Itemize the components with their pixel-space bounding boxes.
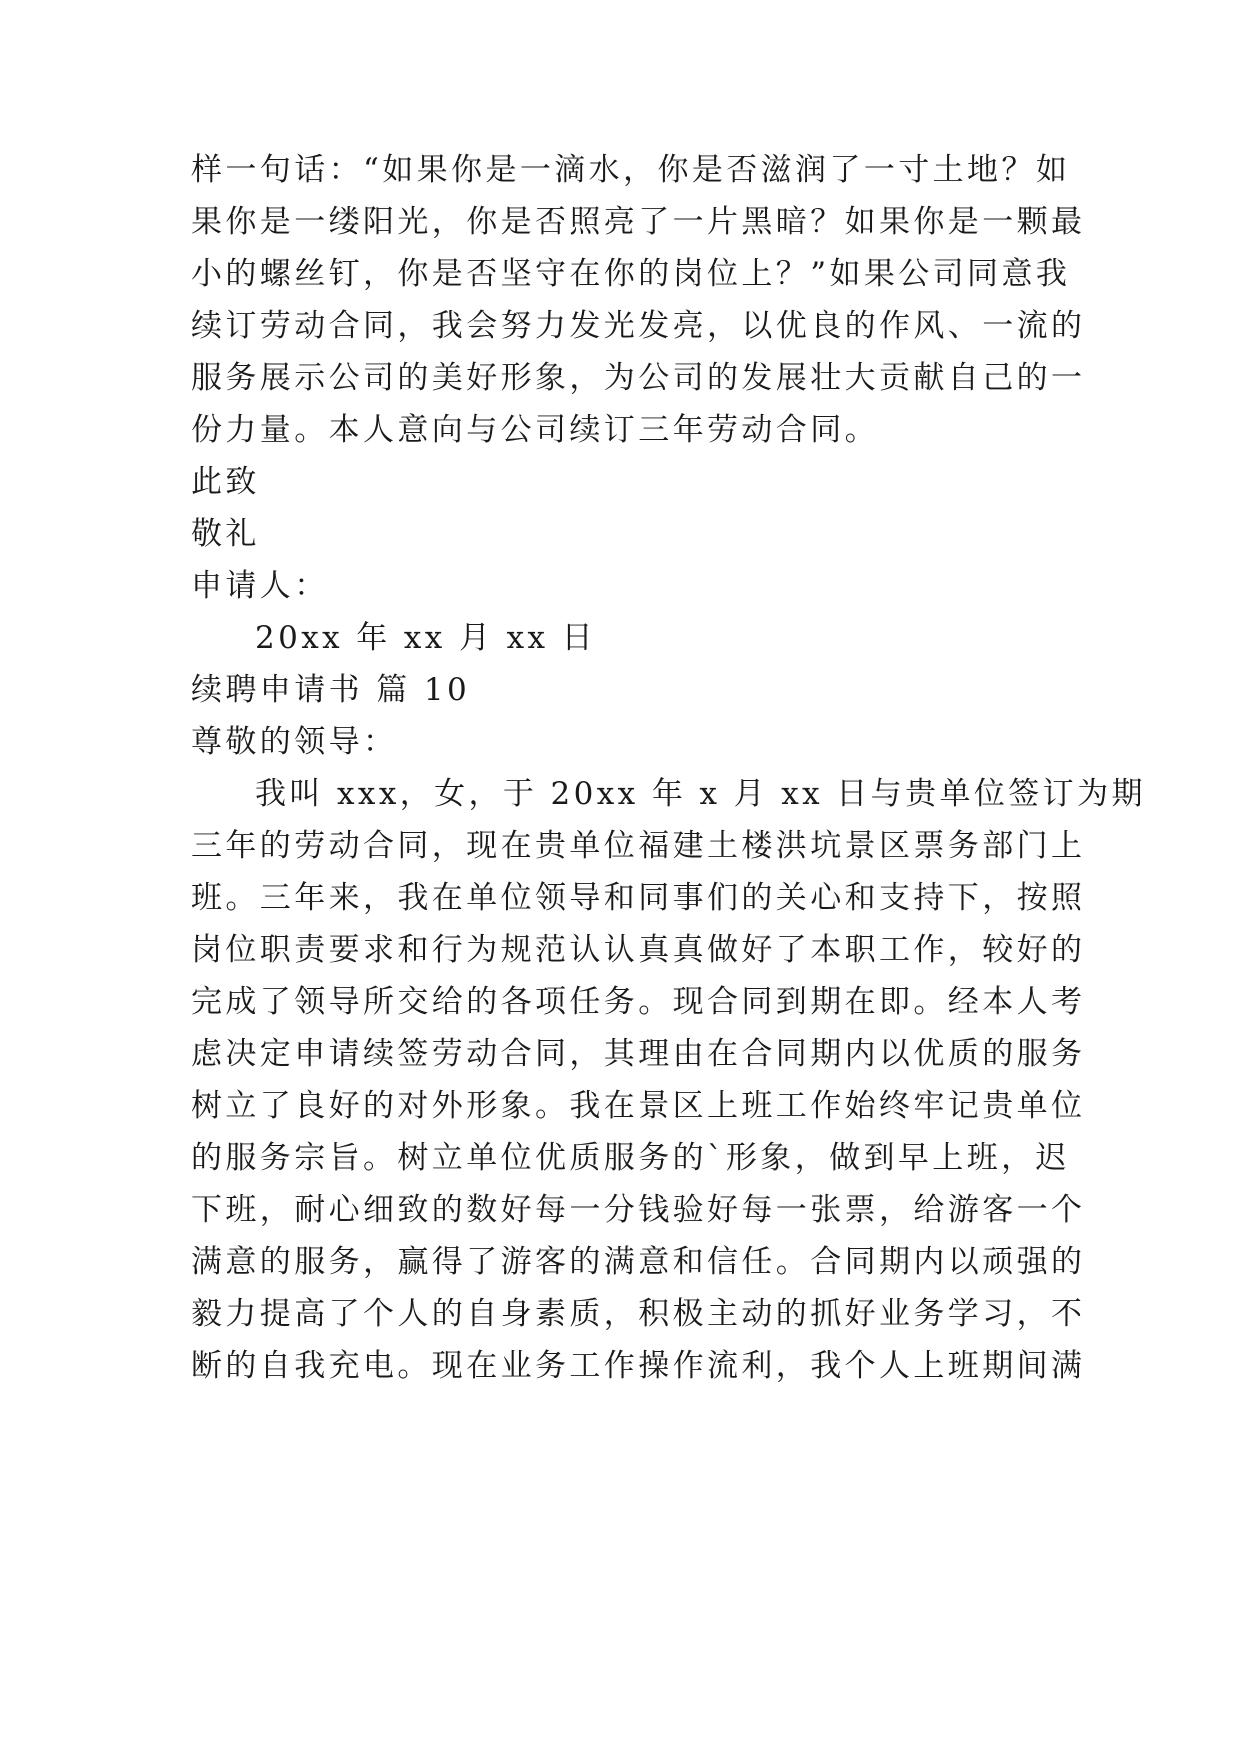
paragraph-line: 我叫 xxx，女，于 20xx 年 x 月 xx 日与贵单位签订为期	[255, 776, 1146, 812]
paragraph-line: 份力量。本人意向与公司续订三年劳动合同。	[191, 412, 879, 448]
paragraph-line: 下班，耐心细致的数好每一分钱验好每一张票，给游客一个	[191, 1192, 1086, 1228]
section-title: 续聘申请书 篇 10	[191, 672, 471, 708]
closing-salutation: 此致	[191, 464, 260, 500]
paragraph-line: 样一句话：“如果你是一滴水，你是否滋润了一寸土地？如	[191, 152, 1071, 188]
paragraph-line: 完成了领导所交给的各项任务。现合同到期在即。经本人考	[191, 984, 1086, 1020]
paragraph-line: 树立了良好的对外形象。我在景区上班工作始终牢记贵单位	[191, 1088, 1086, 1124]
paragraph-line: 小的螺丝钉，你是否坚守在你的岗位上？”如果公司同意我	[191, 256, 1071, 292]
greeting: 尊敬的领导：	[191, 724, 398, 760]
date-line: 20xx 年 xx 月 xx 日	[255, 620, 597, 656]
paragraph-line: 服务展示公司的美好形象，为公司的发展壮大贡献自己的一	[191, 360, 1086, 396]
paragraph-line: 断的自我充电。现在业务工作操作流利，我个人上班期间满	[191, 1348, 1086, 1384]
paragraph-line: 三年的劳动合同，现在贵单位福建土楼洪坑景区票务部门上	[191, 828, 1086, 864]
paragraph-line: 岗位职责要求和行为规范认认真真做好了本职工作，较好的	[191, 932, 1086, 968]
paragraph-line: 果你是一缕阳光，你是否照亮了一片黑暗？如果你是一颗最	[191, 204, 1086, 240]
paragraph-line: 毅力提高了个人的自身素质，积极主动的抓好业务学习，不	[191, 1296, 1086, 1332]
closing-regards: 敬礼	[191, 516, 260, 552]
paragraph-line: 班。三年来，我在单位领导和同事们的关心和支持下，按照	[191, 880, 1086, 916]
paragraph-line: 满意的服务，赢得了游客的满意和信任。合同期内以顽强的	[191, 1244, 1086, 1280]
paragraph-line: 续订劳动合同，我会努力发光发亮，以优良的作风、一流的	[191, 308, 1086, 344]
paragraph-line: 虑决定申请续签劳动合同，其理由在合同期内以优质的服务	[191, 1036, 1086, 1072]
applicant-label: 申请人：	[191, 568, 329, 604]
paragraph-line: 的服务宗旨。树立单位优质服务的`形象，做到早上班，迟	[191, 1140, 1070, 1176]
